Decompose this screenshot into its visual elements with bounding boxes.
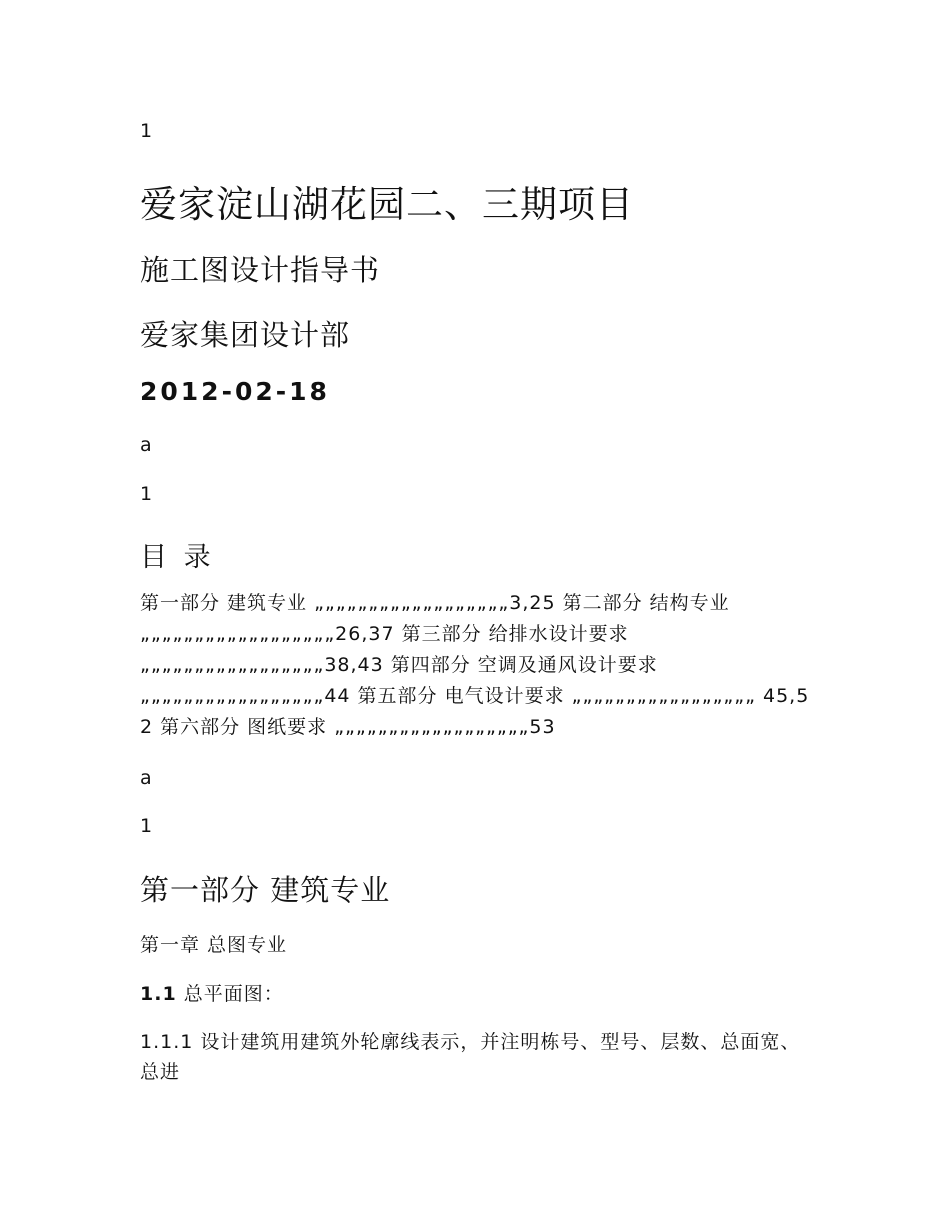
section-heading xyxy=(140,979,284,1006)
project-title: 爱家淀山湖花园二、三期项目 xyxy=(140,183,634,226)
page-number: 1 xyxy=(140,483,154,505)
section-number: 1.1 xyxy=(140,983,177,1005)
page-number: 1 xyxy=(140,120,154,142)
department-name: 爱家集团设计部 xyxy=(140,318,351,352)
document-subtitle: 施工图设计指导书 xyxy=(140,253,381,287)
document-date: 2012-02-18 xyxy=(140,377,330,406)
chapter-heading: 第一章 总图专业 xyxy=(140,934,288,956)
clause-paragraph: 1.1.1 设计建筑用建筑外轮廓线表示，并注明栋号、型号、层数、总面宽、总进 xyxy=(140,1031,801,1083)
part-heading: 第一部分 建筑专业 xyxy=(140,873,391,907)
table-of-contents: 第一部分 建筑专业 „„„„„„„„„„„„„„„„„„3,25 第二部分 结构专业 „„„„„„„„„„„„„„„„„„26,37 第三部分 给排水设计要求 „„„„„„„„„„„„„„„„„38,43 第四部分 空调及通风设计要求„„„„„„„„„„„„„„„„„44 第五部分 电气设计要求 „„„„„„„„„„„„„„„„„ 45,52 第六部分 图纸要求 „„„„„„„„„„„„„„„„„„53 xyxy=(140,592,810,738)
section-title: 总平面图： xyxy=(176,983,284,1005)
toc-title: 目 录 xyxy=(140,542,215,573)
page-marker: a xyxy=(140,434,153,456)
page-number: 1 xyxy=(140,815,154,837)
page-marker: a xyxy=(140,767,153,789)
